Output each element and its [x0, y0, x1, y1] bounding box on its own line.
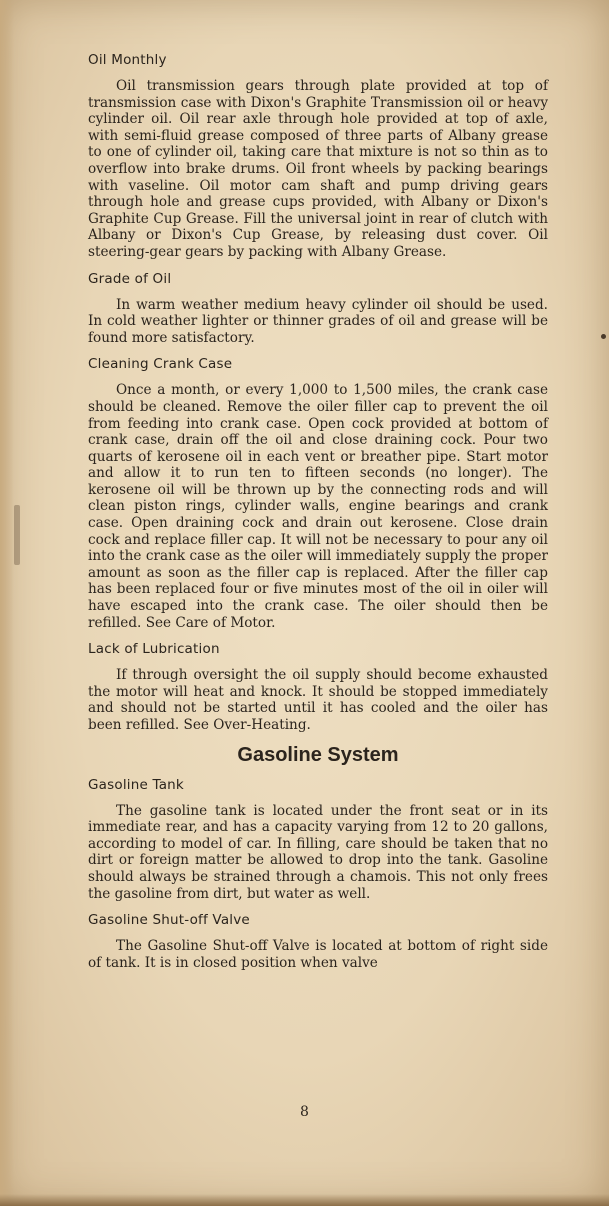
section-heading: Oil Monthly	[88, 52, 167, 68]
section-body: In warm weather medium heavy cylinder oil should be used. In cold weather lighter or thinner grades of oil and grease will be found more satisfactory.	[88, 296, 548, 346]
page-number: 8	[300, 1104, 309, 1120]
section-lack-of-lubrication	[88, 641, 548, 733]
section-cleaning-crank-case	[88, 356, 548, 631]
page-content	[88, 52, 548, 981]
section-body: Oil transmission gears through plate provided at top of transmission case with Dixon's Graphite Transmission oil or heavy cylinder oil. Oil rear axle through hole provided at top of axle, with semi-fluid grease composed of three parts of Albany grease to one of cylinder oil, taking care that mixture is not so thin as to overflow into brake drums. Oil front wheels by packing bearings with vaseline. Oil motor cam shaft and pump driving gears through hole and grease cups provided, with Albany or Dixon's Graphite Cup Grease. Fill the universal joint in rear of clutch with Albany or Dixon's Cup Grease, by releasing dust cover. Oil steering-gear gears by packing with Albany Grease.	[88, 78, 548, 260]
section-gasoline-shutoff-valve	[88, 912, 548, 971]
speck-mark	[601, 334, 606, 339]
section-heading: Grade of Oil	[88, 270, 172, 287]
section-oil-monthly	[88, 52, 548, 261]
section-body: The Gasoline Shut-off Valve is located at bottom of right side of tank. It is in closed position when valve	[88, 938, 548, 971]
section-body: If through oversight the oil supply should become exhausted the motor will heat and knock. It should be stopped immediately and should not be started until it has cooled and the oiler has been refilled. See Over-Heating.	[88, 667, 548, 733]
section-heading: Gasoline Shut-off Valve	[88, 912, 250, 929]
section-body: Once a month, or every 1,000 to 1,500 miles, the crank case should be cleaned. Remove the oiler filler cap to prevent the oil from feeding into crank case. Open cock provided at bottom of crank case, drain off the oil and close draining cock. Pour two quarts of kerosene oil in each vent or breather pipe. Start motor and allow it to run ten to fifteen seconds (no longer). The kerosene oil will be thrown up by the connecting rods and will clean piston rings, cylinder walls, engine bearings and crank case. Open draining cock and drain out kerosene. Close drain cock and replace filler cap. It will not be necessary to pour any oil into the crank case as the oiler will immediately supply the proper amount as soon as the filler cap is replaced. After the filler cap has been replaced four or five minutes most of the oil in oiler will have escaped into the crank case. The oiler should then be refilled. See Care of Motor.	[88, 382, 548, 631]
section-heading: Gasoline Tank	[88, 776, 184, 793]
page-bottom-edge	[0, 1194, 609, 1206]
section-heading: Lack of Lubrication	[88, 641, 220, 658]
section-gasoline-tank	[88, 777, 548, 903]
chapter-title: Gasoline System	[237, 743, 399, 766]
section-heading: Cleaning Crank Case	[88, 356, 233, 373]
page-left-edge	[0, 0, 14, 1206]
section-body: The gasoline tank is located under the front seat or in its immediate rear, and has a capacity varying from 12 to 20 gallons, according to model of car. In filling, care should be taken that no dirt or foreign matter be allowed to drop into the tank. Gasoline should always be strained through a chamois. This not only frees the gasoline from dirt, but water as well.	[88, 802, 548, 902]
section-grade-of-oil	[88, 271, 548, 347]
speck-mark	[14, 505, 20, 565]
